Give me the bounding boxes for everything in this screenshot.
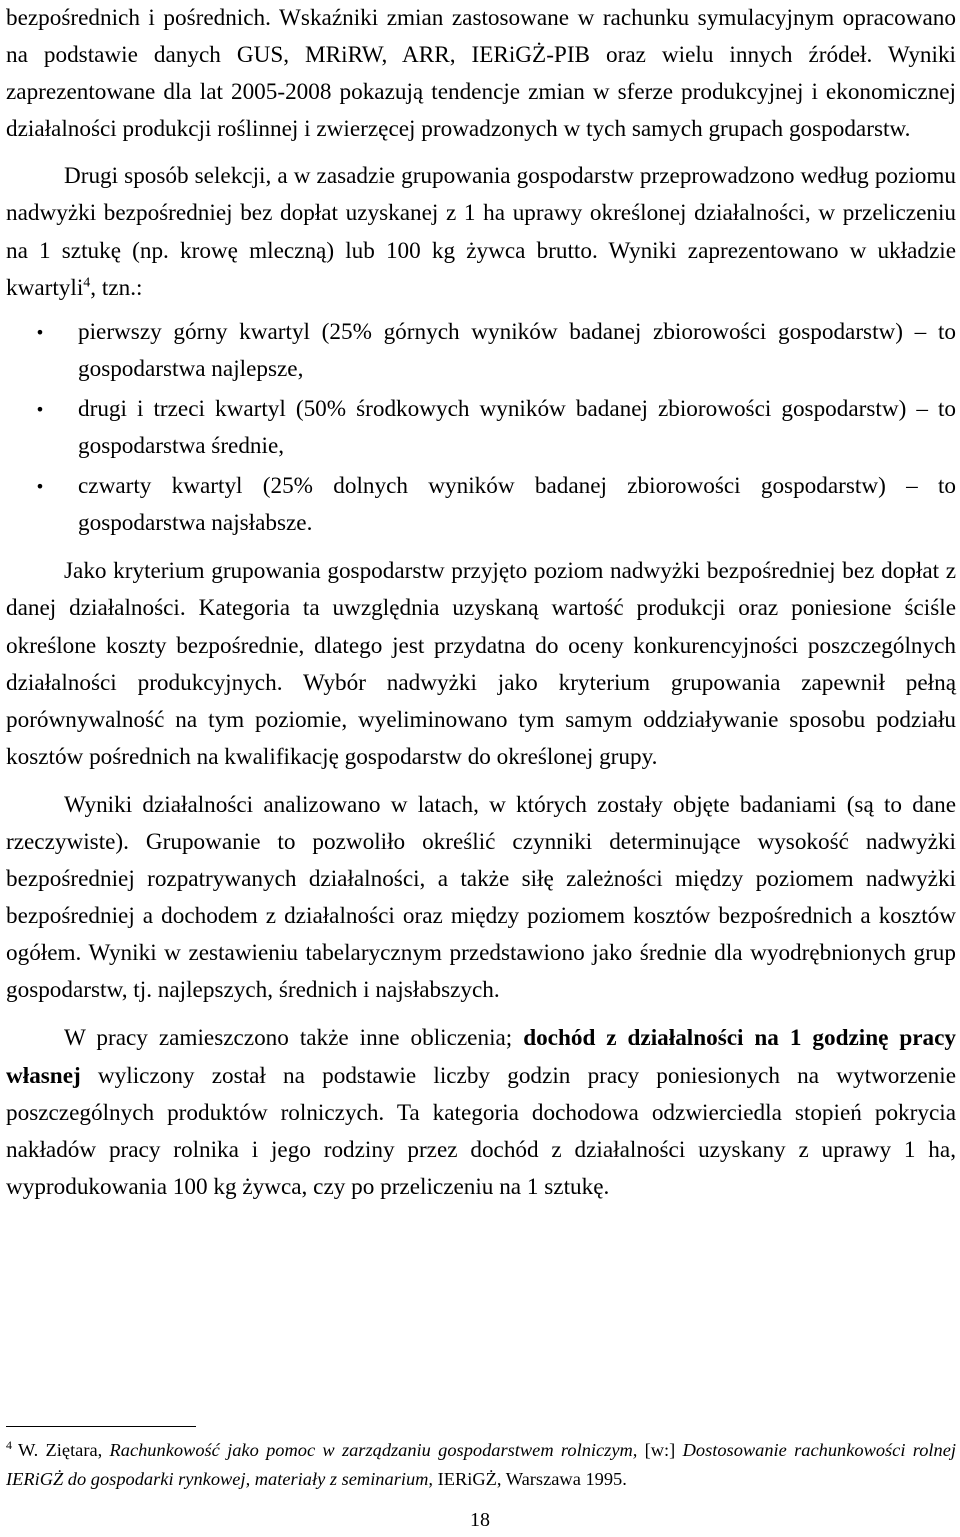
footnote-divider xyxy=(6,1426,196,1427)
bullet-icon: • xyxy=(35,322,45,342)
document-page xyxy=(6,0,956,1206)
paragraph-2-text-after: , tzn.: xyxy=(90,274,143,301)
footnote-publisher: IERiGŻ, Warszawa 1995. xyxy=(433,1469,627,1489)
paragraph-5-text-after: wyliczony został na podstawie liczby godzin pracy poniesionych na wytworzenie poszczególnych produktów rolniczych. Ta kategoria dochodowa odzwierciedla stopień pokrycia nakładów pracy rolnika i jego rodziny przez dochód z działalności uzyskany z uprawy 1 ha, wyprodukowania 100 kg żywca, czy po przeliczeniu na 1 sztukę. xyxy=(6,1062,956,1200)
footnote-source: Dostosowanie rachunkowości rolnej IERiGŻ do gospodarki rynkowej, materiały z seminarium, xyxy=(6,1440,956,1489)
paragraph-5-text-before: W pracy zamieszczono także inne obliczenia; xyxy=(64,1025,524,1052)
list-item-text: pierwszy górny kwartyl (25% górnych wyników badanej zbiorowości gospodarstw) – to gospodarstwa najlepsze, xyxy=(78,318,956,382)
paragraph-5 xyxy=(6,1020,956,1205)
bullet-icon: • xyxy=(35,399,45,419)
paragraph-3: Jako kryterium grupowania gospodarstw przyjęto poziom nadwyżki bezpośredniej bez dopłat z danej działalności. Kategoria ta uwzględnia uzyskaną wartość produkcji oraz poniesione ściśle określone koszty bezpośrednie, dlatego jest przydatna do oceny konkurencyjności poszczególnych działalności produkcyjnych. Wybór nadwyżki jako kryterium grupowania zapewnił pełną porównywalność na tym poziomie, wyeliminowano tym samym oddziaływanie sposobu podziału kosztów pośrednich na kwalifikację gospodarstw do określonej grupy. xyxy=(6,558,956,770)
footnote xyxy=(6,1436,956,1494)
list-item xyxy=(6,314,956,388)
paragraph-2 xyxy=(6,158,956,306)
footnote-mark: 4 xyxy=(6,1437,12,1452)
footnote-title: Rachunkowość jako pomoc w zarządzaniu gospodarstwem rolniczym, xyxy=(109,1440,638,1460)
paragraph-2-text: Drugi sposób selekcji, a w zasadzie grupowania gospodarstw przeprowadzono według poziomu nadwyżki bezpośredniej bez dopłat uzyskanej z 1 ha uprawy określonej działalności, w przeliczeniu na 1 sztukę (np. krowę mleczną) lub 100 kg żywca brutto. Wyniki zaprezentowano w układzie kwartyli xyxy=(6,163,956,301)
list-item xyxy=(6,391,956,465)
footnote-in: [w:] xyxy=(637,1440,683,1460)
paragraph-4: Wyniki działalności analizowano w latach, w których zostały objęte badaniami (są to dane rzeczywiste). Grupowanie to pozwoliło określić czynniki determinujące wysokość nadwyżki bezpośredniej rozpatrywanych działalności, a także siłę zależności między poziomem nadwyżki bezpośredniej a dochodem z działalności oraz między poziomem kosztów bezpośrednich a kosztów ogółem. Wyniki w zestawieniu tabelarycznym przedstawiono jako średnie dla wyodrębnionych grup gospodarstw, tj. najlepszych, średnich i najsłabszych. xyxy=(6,791,956,1004)
quartile-list xyxy=(6,314,956,543)
footnote-reference[interactable]: 4 xyxy=(83,274,91,290)
page-number: 18 xyxy=(470,1509,490,1531)
list-item xyxy=(6,468,956,542)
paragraph-5-bold-term: dochód z działalności na 1 godzinę pracy własnej xyxy=(6,1025,956,1089)
bullet-icon: • xyxy=(35,477,45,497)
list-item-text: czwarty kwartyl (25% dolnych wyników badanej zbiorowości gospodarstw) – to gospodarstwa najsłabsze. xyxy=(78,473,956,537)
footnote-author: W. Ziętara, xyxy=(18,1440,110,1460)
list-item-text: drugi i trzeci kwartyl (50% środkowych wyników badanej zbiorowości gospodarstw) – to gospodarstwa średnie, xyxy=(78,395,956,460)
paragraph-1: bezpośrednich i pośrednich. Wskaźniki zmian zastosowane w rachunku symulacyjnym opracowano na podstawie danych GUS, MRiRW, ARR, IERiGŻ-PIB oraz wielu innych źródeł. Wyniki zaprezentowane dla lat 2005-2008 pokazują tendencje zmian w sferze produkcyjnej i ekonomicznej działalności produkcji roślinnej i zwierzęcej prowadzonych w tych samych grupach gospodarstw. xyxy=(6,5,956,143)
